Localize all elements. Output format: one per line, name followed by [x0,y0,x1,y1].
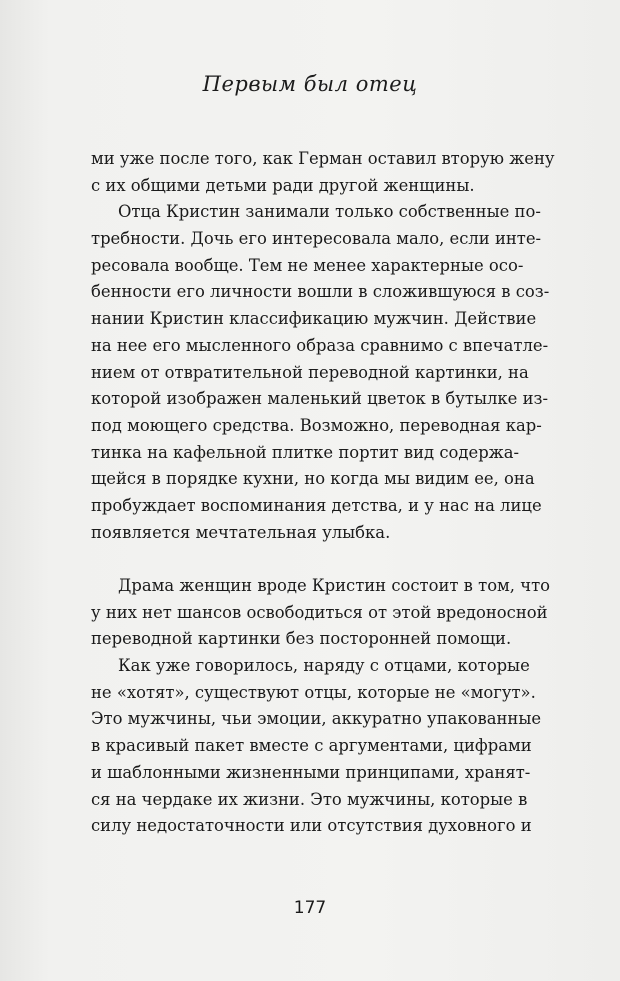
text-line: у них нет шансов освободиться от этой вредоносной [91,602,548,622]
text-line: бенности его личности вошли в сложившуюся в соз- [91,282,550,302]
text-line: и шаблонными жизненными принципами, хранят- [91,762,531,782]
text-line: требности. Дочь его интересовала мало, если инте- [91,229,542,249]
running-header: Первым был отец [202,72,418,96]
text-line: Драма женщин вроде Кристин состоит в том, что [118,576,550,595]
text-line: с их общими детьми ради другой женщины. [91,175,475,195]
text-line: нием от отвратительной переводной картинки, на [91,362,529,382]
text-line: Как уже говорилось, наряду с отцами, которые [118,656,530,676]
paragraph [91,199,550,546]
text-line: пробуждает воспоминания детства, и у нас на лице [91,495,542,515]
text-line: тинка на кафельной плитке портит вид содержа- [91,442,520,462]
text-line: на нее его мысленного образа сравнимо с впечатле- [91,335,549,355]
text-line: не «хотят», существуют отцы, которые не «могут». [91,682,536,702]
text-line: ми уже после того, как Герман оставил вторую жену [91,149,555,168]
text-line: в красивый пакет вместе с аргументами, цифрами [91,736,532,756]
text-line: щейся в порядке кухни, но когда мы видим ее, она [91,469,535,489]
text-line: ресовала вообще. Тем не менее характерные осо- [91,255,524,275]
text-line: Это мужчины, чьи эмоции, аккуратно упакованные [91,709,542,729]
paragraph-gap [91,546,518,573]
text-line: переводной картинки без посторонней помощи. [91,629,512,649]
body-text [91,146,555,840]
paragraph [91,653,542,840]
paragraph [91,573,550,653]
text-line: нании Кристин классификацию мужчин. Действие [91,309,537,329]
text-line: ся на чердаке их жизни. Это мужчины, которые в [91,789,528,809]
text-line: появляется мечтательная улыбка. [91,522,391,542]
text-line: которой изображен маленький цветок в бутылке из- [91,389,548,409]
text-line: силу недостаточности или отсутствия духовного и [91,816,532,836]
text-line: под моющего средства. Возможно, переводная кар- [91,415,542,435]
paragraph [91,146,555,199]
page-number: 177 [293,898,327,918]
text-line: Отца Кристин занимали только собственные по- [118,202,541,222]
